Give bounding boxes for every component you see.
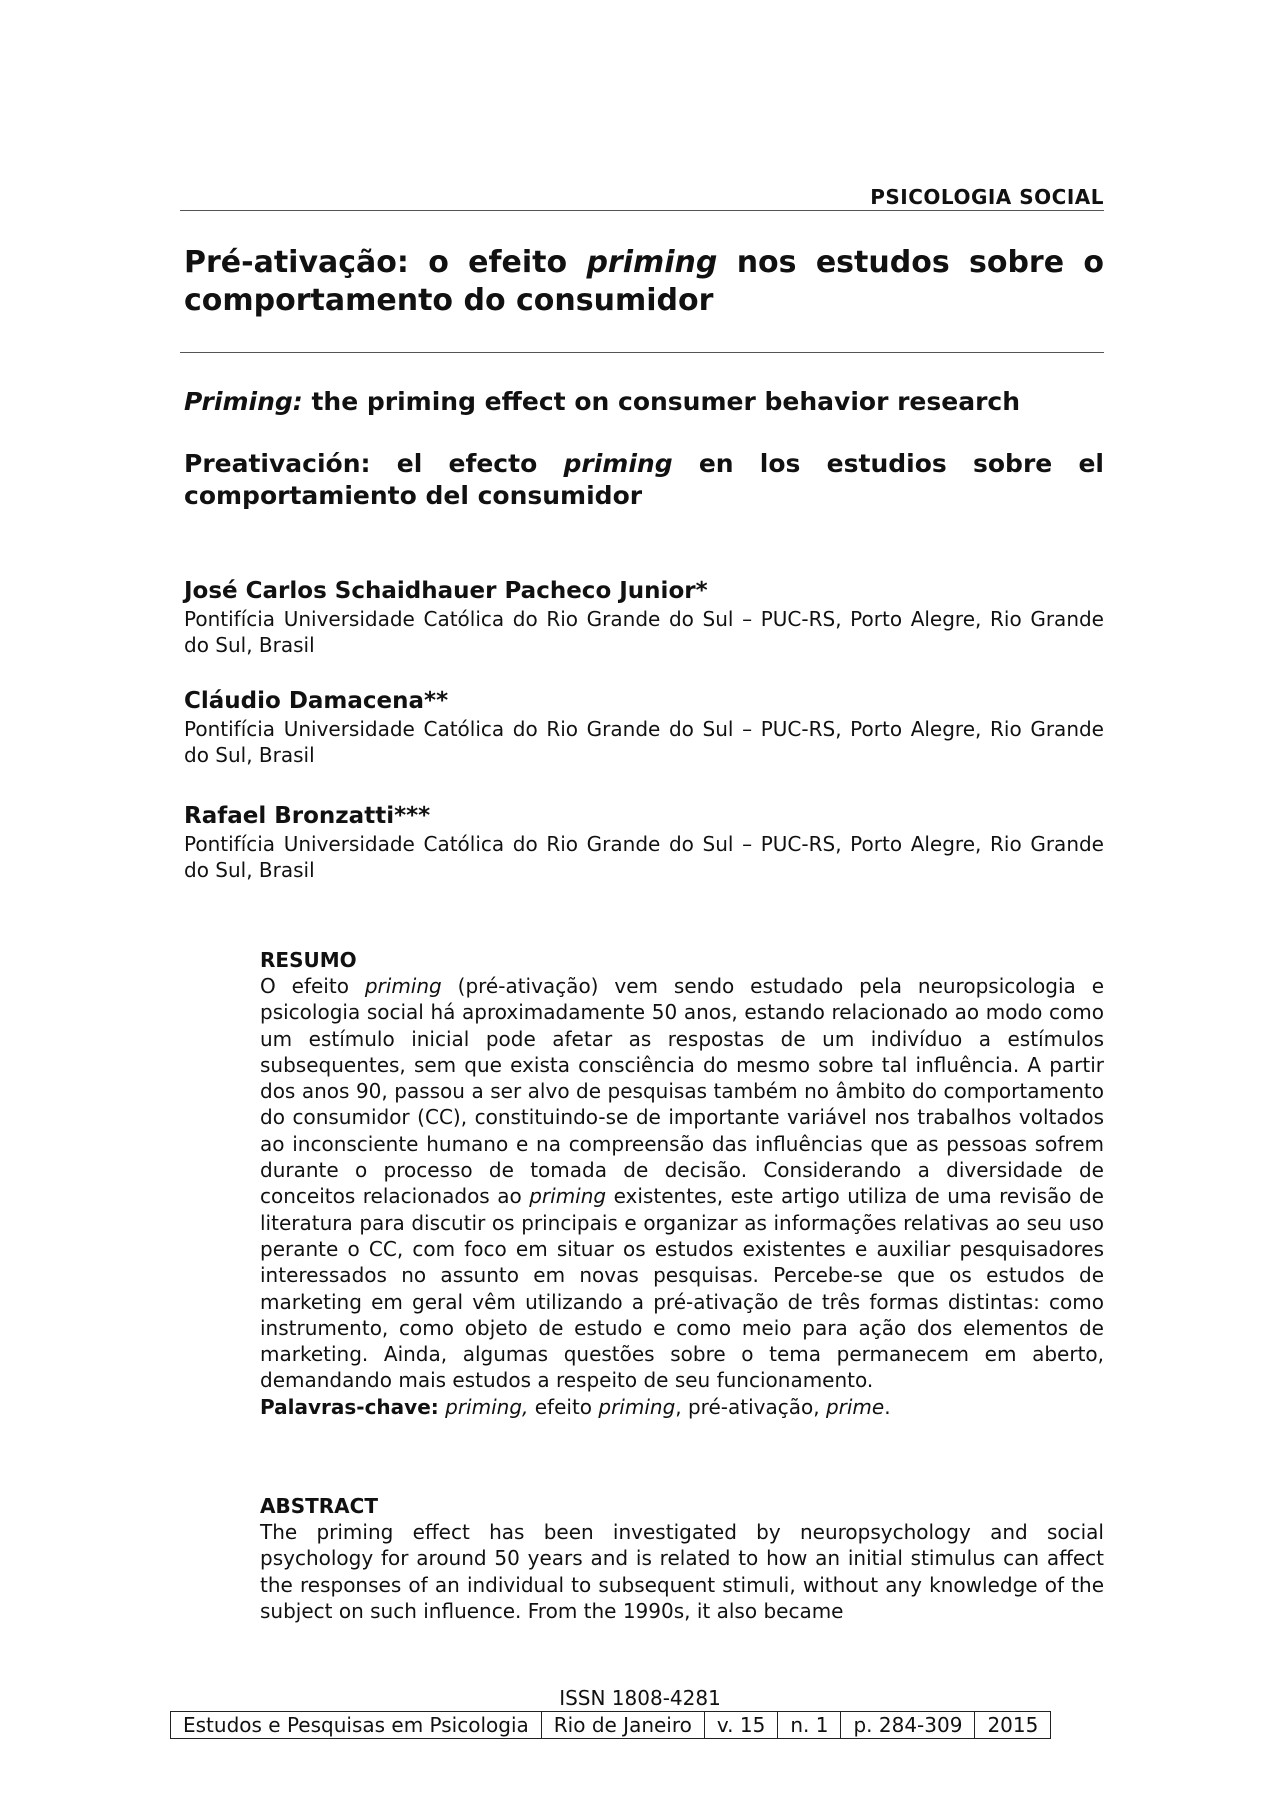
- author-affiliation: Pontifícia Universidade Católica do Rio Grande do Sul – PUC-RS, Porto Alegre, Rio Grande do Sul, Brasil: [184, 717, 1104, 767]
- keyword: priming: [598, 1394, 676, 1419]
- author-affiliation: Pontifícia Universidade Católica do Rio Grande do Sul – PUC-RS, Porto Alegre, Rio Grande do Sul, Brasil: [184, 607, 1104, 657]
- citation-row: [171, 1712, 1051, 1739]
- keywords-line: [260, 1394, 1104, 1420]
- keyword-sep: efeito: [528, 1394, 599, 1419]
- title-english: [184, 386, 1104, 418]
- header-rule: [180, 210, 1104, 211]
- journal-pages: p. 284-309: [841, 1712, 975, 1739]
- keywords-label: Palavras-chave:: [260, 1394, 439, 1419]
- resumo-text-part: existentes, este artigo utiliza de uma revisão de literatura para discutir os principais e organizar as informações relativas ao seu uso perante o CC, com foco em situar os estudos existentes e auxiliar pesquisadores interessados no assunto em novas pesquisas. Percebe-se que os estudos de marketing em geral vêm utilizando a pré-ativação de três formas distintas: como instrumento, como objeto de estudo e como meio para ação dos elementos de marketing. Ainda, algumas questões sobre o tema permanecem em aberto, demandando mais estudos a respeito de seu funcionamento.: [260, 1184, 1104, 1393]
- abstract-section: [260, 1493, 1104, 1624]
- author-block-2: [184, 686, 1104, 768]
- title-pt-part1: Pré-ativação: o efeito: [184, 245, 587, 280]
- abstract-heading: ABSTRACT: [260, 1494, 378, 1518]
- section-label: PSICOLOGIA SOCIAL: [870, 185, 1104, 209]
- issn-label: ISSN 1808-4281: [559, 1686, 721, 1710]
- journal-number: n. 1: [778, 1712, 841, 1739]
- title-portuguese: [184, 244, 1104, 320]
- title-es-part2: en los estudios sobre el comportamiento del consumidor: [184, 449, 1104, 510]
- resumo-text-part: (pré-ativação) vem sendo estudado pela neuropsicologia e psicologia social há aproximadamente 50 anos, estando relacionado ao modo como um estímulo inicial pode afetar as respostas de um indivíduo a estímulos subsequentes, sem que exista consciência do mesmo sobre tal influência. A partir dos anos 90, passou a ser alvo de pesquisas também no âmbito do comportamento do consumidor (CC), constituindo-se de importante variável nos trabalhos voltados ao inconsciente humano e na compreensão das influências que as pessoas sofrem durante o processo de tomada de decisão. Considerando a diversidade de conceitos relacionados ao: [260, 974, 1104, 1209]
- journal-volume: v. 15: [704, 1712, 777, 1739]
- keyword: priming,: [445, 1394, 529, 1419]
- author-name: Rafael Bronzatti***: [184, 803, 431, 829]
- resumo-heading: RESUMO: [260, 948, 357, 972]
- author-block-1: [184, 576, 1104, 658]
- journal-name: Estudos e Pesquisas em Psicologia: [171, 1712, 542, 1739]
- abstract-text: The priming effect has been investigated by neuropsychology and social psychology for around 50 years and is related to how an initial stimulus can affect the responses of an individual to subsequent stimuli, without any knowledge of the subject on such influence. From the 1990s, it also became: [260, 1520, 1104, 1623]
- resumo-text-part: O efeito: [260, 974, 365, 998]
- keyword: prime: [825, 1394, 885, 1419]
- resumo-section: [260, 947, 1104, 1420]
- title-pt-part2: nos estudos sobre o comportamento do consumidor: [184, 245, 1105, 318]
- title-es-italic: priming: [563, 449, 673, 478]
- author-block-3: [184, 801, 1104, 883]
- title-rule: [180, 352, 1104, 353]
- author-name: Cláudio Damacena**: [184, 688, 449, 714]
- title-spanish: [184, 448, 1104, 512]
- resumo-text: [260, 973, 1104, 1394]
- journal-city: Rio de Janeiro: [541, 1712, 704, 1739]
- resumo-italic-term: priming: [529, 1184, 607, 1209]
- journal-year: 2015: [975, 1712, 1051, 1739]
- title-en-text: the priming effect on consumer behavior research: [302, 387, 1021, 416]
- title-en-italic: Priming:: [184, 387, 303, 416]
- keyword-sep: , pré-ativação,: [675, 1394, 826, 1419]
- resumo-italic-term: priming: [364, 974, 442, 998]
- title-pt-italic: priming: [586, 245, 718, 280]
- citation-table: [170, 1711, 1051, 1739]
- title-es-part1: Preativación: el efecto: [184, 449, 564, 478]
- keyword-sep: .: [884, 1394, 891, 1419]
- author-affiliation: Pontifícia Universidade Católica do Rio Grande do Sul – PUC-RS, Porto Alegre, Rio Grande do Sul, Brasil: [184, 832, 1104, 882]
- author-name: José Carlos Schaidhauer Pacheco Junior*: [184, 578, 708, 604]
